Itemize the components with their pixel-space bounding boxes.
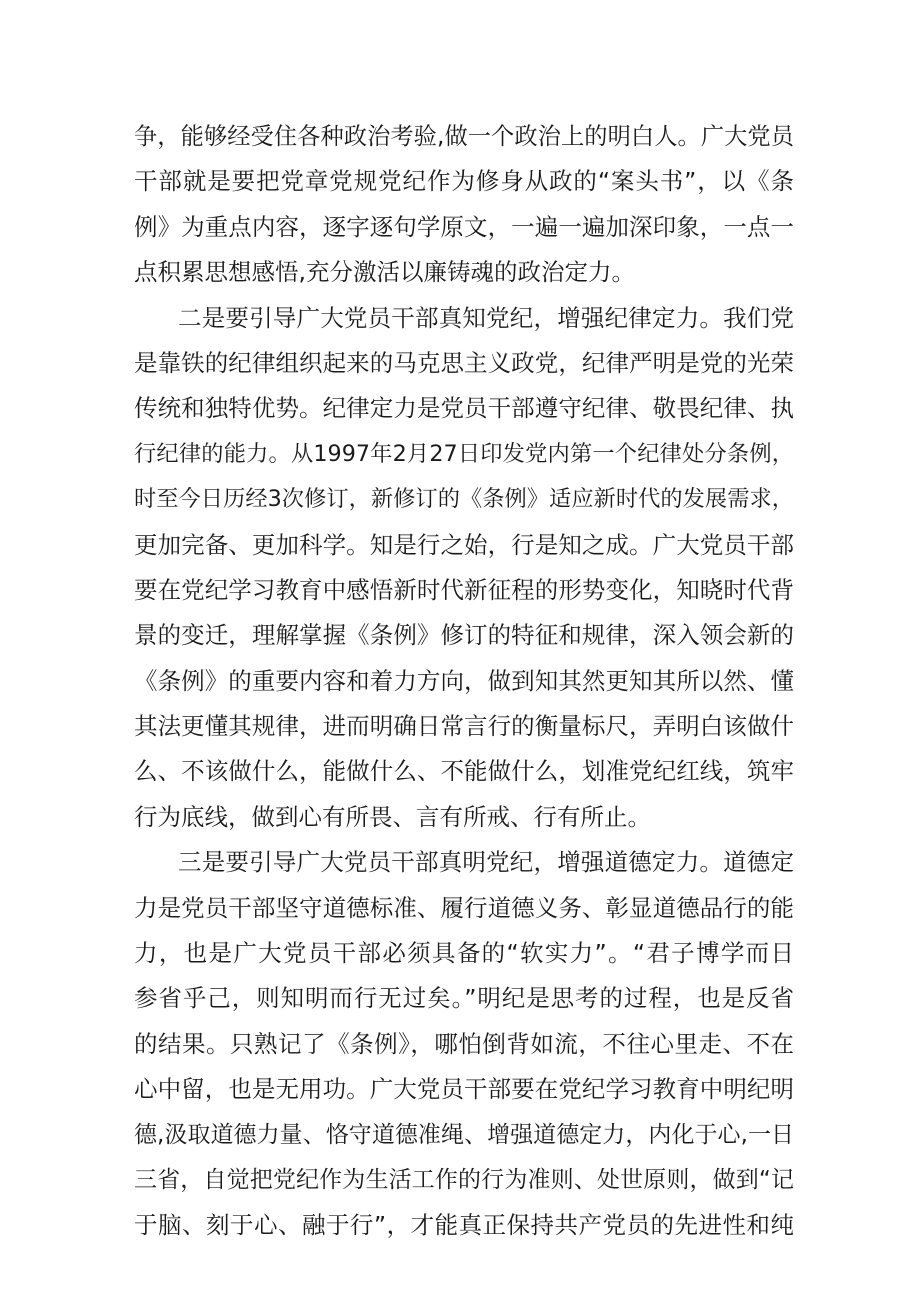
text-line: 心中留，也是无用功。广大党员干部要在党纪学习教育中明纪明 <box>134 1075 794 1104</box>
text-line: 的结果。只熟记了《条例》，哪怕倒背如流，不往心里走、不在 <box>134 1029 794 1058</box>
document-body <box>134 114 794 1249</box>
text-line: 要在党纪学习教育中感悟新时代新征程的形势变化，知晓时代背 <box>134 575 794 604</box>
text-line: 更加完备、更加科学。知是行之始，行是知之成。广大党员干部 <box>134 530 794 559</box>
text-line: 行为底线，做到心有所畏、言有所戒、行有所止。 <box>134 802 651 831</box>
text-line: 时至今日历经3次修订，新修订的《条例》适应新时代的发展需求， <box>134 486 794 513</box>
text-line: 二是要引导广大党员干部真知党纪，增强纪律定力。我们党 <box>178 303 794 332</box>
text-line: 三省，自觉把党纪作为生活工作的行为准则、处世原则，做到“记 <box>134 1166 794 1193</box>
text-line: 点积累思想感悟,充分激活以廉铸魂的政治定力。 <box>134 258 635 287</box>
text-line: 其法更懂其规律，进而明确日常言行的衡量标尺，弄明白该做什 <box>134 712 794 741</box>
text-line: 力，也是广大党员干部必须具备的“软实力”。“君子博学而日 <box>134 939 794 968</box>
text-line: 行纪律的能力。从1997年2月27日印发党内第一个纪律处分条例， <box>134 440 794 467</box>
text-line: 干部就是要把党章党规党纪作为修身从政的“案头书”，以《条 <box>134 167 794 196</box>
text-line: 德,汲取道德力量、恪守道德准绳、增强道德定力，内化于心,一日 <box>134 1121 794 1148</box>
paragraph-3 <box>134 840 794 1249</box>
text-line: 传统和独特优势。纪律定力是党员干部遵守纪律、敬畏纪律、执 <box>134 394 794 423</box>
text-line: 是靠铁的纪律组织起来的马克思主义政党，纪律严明是党的光荣 <box>134 348 794 377</box>
text-line: 参省乎己，则知明而行无过矣。”明纪是思考的过程，也是反省 <box>134 984 794 1013</box>
text-line: 么、不该做什么，能做什么、不能做什么，划准党纪红线，筑牢 <box>134 757 794 786</box>
text-line: 景的变迁，理解掌握《条例》修订的特征和规律，深入领会新的 <box>134 621 794 650</box>
text-line: 例》为重点内容，逐字逐句学原文，一遍一遍加深印象，一点一 <box>134 212 794 241</box>
text-line: 力是党员干部坚守道德标准、履行道德义务、彰显道德品行的能 <box>134 893 794 922</box>
text-line: 三是要引导广大党员干部真明党纪，增强道德定力。道德定 <box>178 848 794 877</box>
text-line: 《条例》的重要内容和着力方向，做到知其然更知其所以然、懂 <box>134 666 794 695</box>
paragraph-2 <box>134 296 794 841</box>
text-line: 争，能够经受住各种政治考验,做一个政治上的明白人。广大党员 <box>134 123 794 150</box>
text-line: 于脑、刻于心、融于行”，才能真正保持共产党员的先进性和纯 <box>134 1211 794 1240</box>
paragraph-1 <box>134 114 794 296</box>
